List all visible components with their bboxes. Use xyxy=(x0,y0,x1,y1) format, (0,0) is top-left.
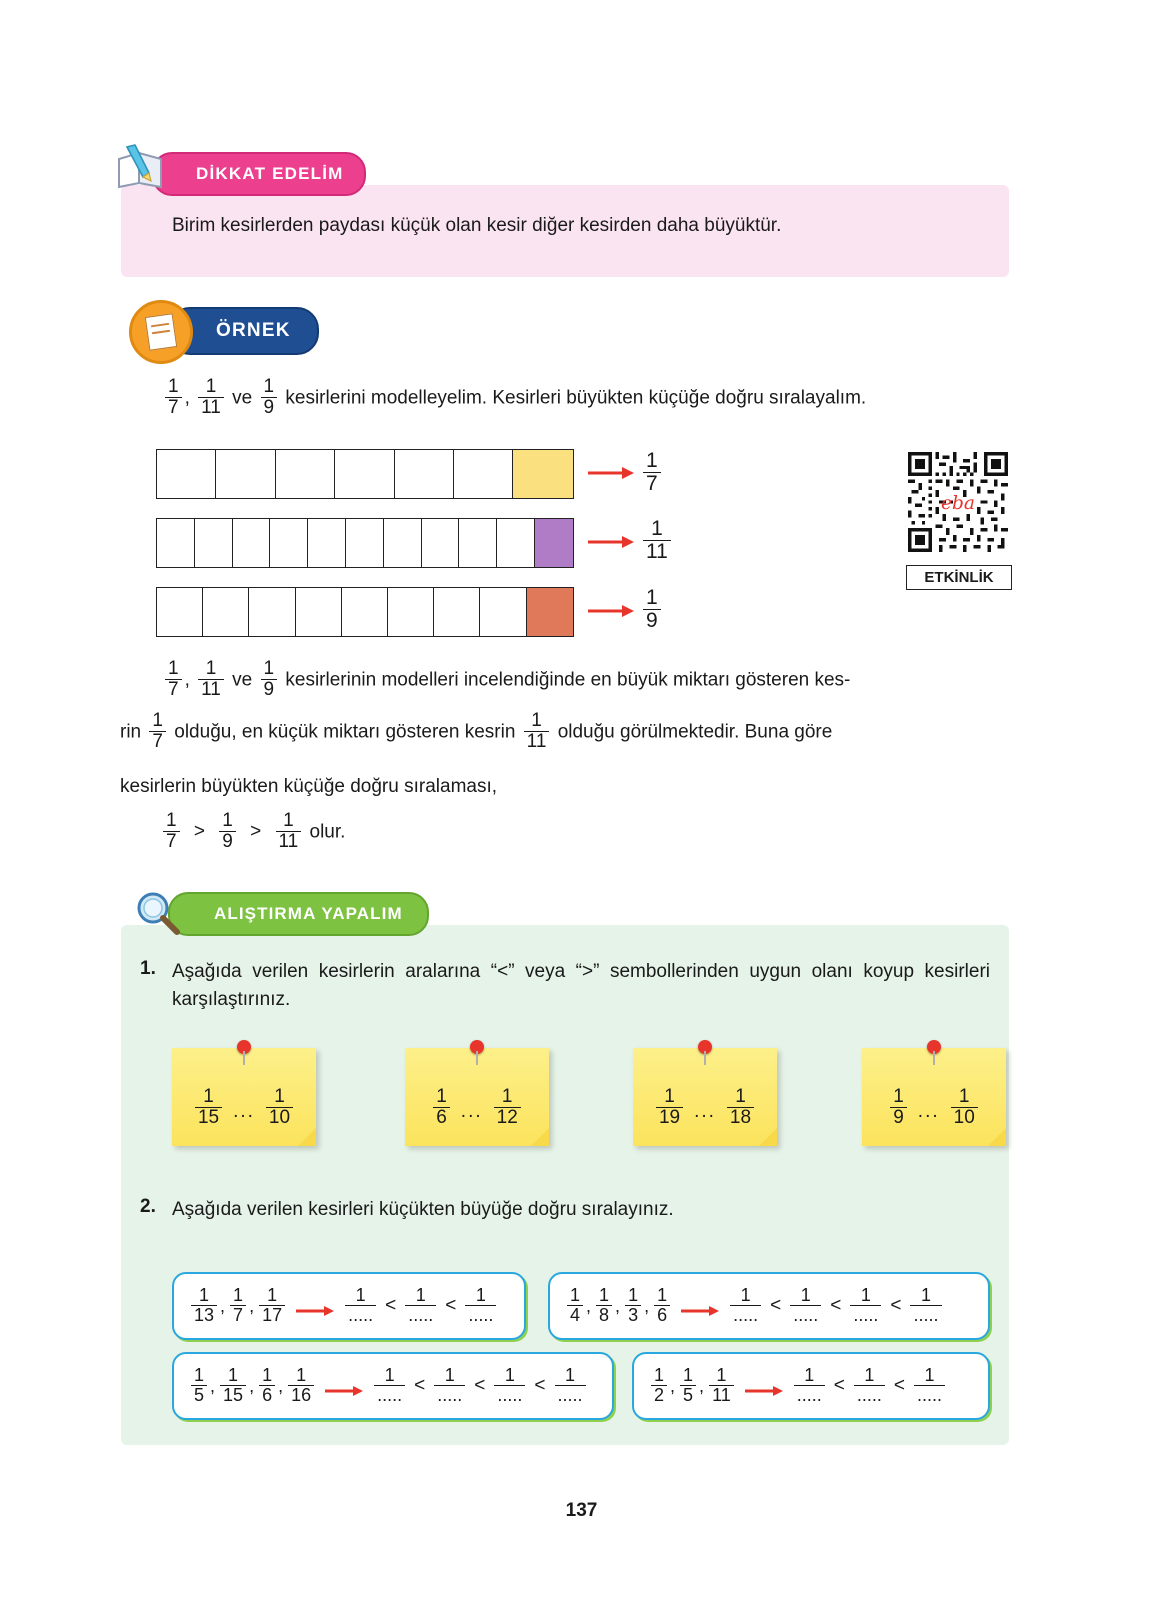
practice-tab-label: ALIŞTIRMA YAPALIM xyxy=(214,904,403,923)
question-1-text: Aşağıda verilen kesirlerin aralarına “<” veya “>” sembollerinden uygun olanı koyup kesirleri karşılaştırınız. xyxy=(172,961,990,1010)
given-fraction: $\frac{1}{16}$ xyxy=(288,1366,314,1405)
shaded-cell xyxy=(527,588,573,636)
conjunction-ve-2: ve xyxy=(232,669,253,691)
model-label-1-9: $\frac{1}{9}$ xyxy=(640,588,664,633)
note3-right-fraction: $\frac{1}{18}$ xyxy=(727,1087,754,1128)
fraction-1-11-c: $\frac{1}{11}$ xyxy=(524,711,550,752)
svg-text:eba: eba xyxy=(940,492,976,514)
note2-left-fraction: $\frac{1}{6}$ xyxy=(433,1087,450,1128)
given-fraction: $\frac{1}{13}$ xyxy=(191,1286,217,1325)
ordering-box-4[interactable]: $\frac{1}{2}$ , $\frac{1}{5}$ , $\frac{1}{11}$ $\frac{1}{.....}$ < $\frac{1}{.....}$ < $\frac{1}{.....}$ xyxy=(632,1352,990,1420)
answer-slot[interactable]: $\frac{1}{.....}$ xyxy=(465,1286,496,1325)
practice-tab xyxy=(168,892,429,936)
answer-slot[interactable]: $\frac{1}{.....}$ xyxy=(794,1366,825,1405)
question-2-number: 2. xyxy=(140,1196,156,1217)
example-icon xyxy=(129,300,193,364)
example-tab-label: ÖRNEK xyxy=(216,320,291,341)
operator-lt: < xyxy=(445,1295,457,1316)
example-intro xyxy=(162,378,1022,419)
note1-left-fraction: $\frac{1}{15}$ xyxy=(195,1087,222,1128)
note4-blank[interactable]: ... xyxy=(917,1101,940,1123)
example-intro-tail: kesirlerini modelleyelim. Kesirleri büyükten küçüğe doğru sıralayalım. xyxy=(285,387,867,409)
arrow-icon xyxy=(296,1301,334,1313)
result-fraction-2: $\frac{1}{9}$ xyxy=(219,811,236,852)
comma-1: , xyxy=(184,387,190,409)
ordering-box-3[interactable]: $\frac{1}{5}$ , $\frac{1}{15}$ , $\frac{1}{6}$ , $\frac{1}{16}$ $\frac{1}{.....}$ < $\frac{1}{.....}$ < $\frac{1}{.....}$ < $\frac{1}{.....}$ xyxy=(172,1352,614,1420)
model-label-1-7: $\frac{1}{7}$ xyxy=(640,451,664,496)
operator-lt: < xyxy=(385,1295,397,1316)
answer-slot[interactable]: $\frac{1}{.....}$ xyxy=(345,1286,376,1325)
note1-blank[interactable]: ... xyxy=(233,1101,255,1123)
operator-lt: < xyxy=(414,1375,426,1396)
ordering-result xyxy=(160,812,760,853)
explanation-pre: rin xyxy=(120,721,142,743)
given-fraction: $\frac{1}{6}$ xyxy=(259,1366,275,1405)
fraction-1-9: $\frac{1}{9}$ xyxy=(261,377,278,418)
answer-slot[interactable]: $\frac{1}{.....}$ xyxy=(850,1286,881,1325)
fraction-1-7: $\frac{1}{7}$ xyxy=(165,377,182,418)
given-fraction: $\frac{1}{6}$ xyxy=(654,1286,670,1325)
pin-icon xyxy=(927,1040,941,1054)
attention-tab xyxy=(152,152,366,196)
fraction-bar-ninths xyxy=(156,587,574,637)
explanation-text-1: kesirlerinin modelleri incelendiğinde en büyük miktarı gösteren kes- xyxy=(285,669,851,691)
note3-left-fraction: $\frac{1}{19}$ xyxy=(656,1087,683,1128)
given-fraction: $\frac{1}{2}$ xyxy=(651,1366,667,1405)
given-fraction: $\frac{1}{7}$ xyxy=(230,1286,246,1325)
answer-slot[interactable]: $\frac{1}{.....}$ xyxy=(910,1286,941,1325)
arrow-icon xyxy=(325,1381,363,1393)
given-fraction: $\frac{1}{15}$ xyxy=(220,1366,246,1405)
page-number: 137 xyxy=(565,1500,598,1521)
operator-lt: < xyxy=(830,1295,842,1316)
answer-slot[interactable]: $\frac{1}{.....}$ xyxy=(494,1366,525,1405)
given-fraction: $\frac{1}{5}$ xyxy=(191,1366,207,1405)
explanation-line-2 xyxy=(120,712,1010,753)
pin-icon xyxy=(698,1040,712,1054)
note4-right-fraction: $\frac{1}{10}$ xyxy=(951,1087,978,1128)
answer-slot[interactable]: $\frac{1}{.....}$ xyxy=(555,1366,586,1405)
fraction-1-7-c: $\frac{1}{7}$ xyxy=(149,711,166,752)
attention-text: Birim kesirlerden paydası küçük olan kesir diğer kesirden daha büyüktür. xyxy=(172,215,782,236)
sticky-note-3[interactable] xyxy=(633,1048,777,1146)
answer-slot[interactable]: $\frac{1}{.....}$ xyxy=(854,1366,885,1405)
fraction-1-11: $\frac{1}{11}$ xyxy=(198,377,224,418)
explanation-post: olduğu görülmektedir. Buna göre xyxy=(557,721,833,743)
question-1-number: 1. xyxy=(140,958,156,979)
operator-lt: < xyxy=(890,1295,902,1316)
operator-gt-2: > xyxy=(250,821,262,843)
result-fraction-1: $\frac{1}{7}$ xyxy=(163,811,180,852)
given-fraction: $\frac{1}{11}$ xyxy=(709,1366,734,1405)
attention-tab-label: DİKKAT EDELİM xyxy=(196,164,344,183)
note2-blank[interactable]: ... xyxy=(460,1101,483,1123)
qr-code[interactable] xyxy=(908,452,1008,552)
explanation-mid: olduğu, en küçük miktarı gösteren kesrin xyxy=(174,721,516,743)
question-2-text: Aşağıda verilen kesirleri küçükten büyüğe doğru sıralayınız. xyxy=(172,1199,674,1220)
ordering-box-1[interactable]: $\frac{1}{13}$ , $\frac{1}{7}$ , $\frac{1}{17}$ $\frac{1}{.....}$ < $\frac{1}{.....}$ < $\frac{1}{.....}$ xyxy=(172,1272,526,1340)
shaded-cell xyxy=(513,450,572,498)
answer-slot[interactable]: $\frac{1}{.....}$ xyxy=(434,1366,465,1405)
operator-lt: < xyxy=(770,1295,782,1316)
fraction-1-7-b: $\frac{1}{7}$ xyxy=(165,659,182,700)
operator-lt: < xyxy=(474,1375,486,1396)
arrow-icon-2 xyxy=(588,534,634,550)
magnifier-icon xyxy=(131,886,183,938)
fraction-1-11-b: $\frac{1}{11}$ xyxy=(198,659,224,700)
note3-blank[interactable]: ... xyxy=(694,1101,716,1123)
given-fraction: $\frac{1}{8}$ xyxy=(596,1286,612,1325)
answer-slot[interactable]: $\frac{1}{.....}$ xyxy=(790,1286,821,1325)
operator-lt: < xyxy=(833,1375,845,1396)
result-tail: olur. xyxy=(309,821,346,843)
answer-slot[interactable]: $\frac{1}{.....}$ xyxy=(730,1286,761,1325)
answer-slot[interactable]: $\frac{1}{.....}$ xyxy=(914,1366,945,1405)
explanation-line-1 xyxy=(162,660,1010,701)
fraction-bar-elevenths xyxy=(156,518,574,568)
shaded-cell xyxy=(535,519,573,567)
arrow-icon-3 xyxy=(588,603,634,619)
operator-lt: < xyxy=(534,1375,546,1396)
sticky-note-2[interactable] xyxy=(405,1048,549,1146)
comma-2: , xyxy=(184,669,190,691)
given-fraction: $\frac{1}{3}$ xyxy=(625,1286,641,1325)
explanation-line-3: kesirlerin büyükten küçüğe doğru sıralaması, xyxy=(120,776,498,797)
given-fraction: $\frac{1}{4}$ xyxy=(567,1286,583,1325)
operator-gt-1: > xyxy=(193,821,205,843)
fraction-1-9-b: $\frac{1}{9}$ xyxy=(261,659,278,700)
given-fraction: $\frac{1}{17}$ xyxy=(259,1286,285,1325)
fraction-bar-sevenths xyxy=(156,449,574,499)
book-pencil-icon xyxy=(113,143,171,193)
model-label-1-11: $\frac{1}{11}$ xyxy=(640,519,674,564)
note4-left-fraction: $\frac{1}{9}$ xyxy=(890,1087,907,1128)
note1-right-fraction: $\frac{1}{10}$ xyxy=(266,1087,293,1128)
answer-slot[interactable]: $\frac{1}{.....}$ xyxy=(405,1286,436,1325)
arrow-icon-1 xyxy=(588,465,634,481)
pin-icon xyxy=(470,1040,484,1054)
arrow-icon xyxy=(681,1301,719,1313)
answer-slot[interactable]: $\frac{1}{.....}$ xyxy=(374,1366,405,1405)
given-fraction: $\frac{1}{5}$ xyxy=(680,1366,696,1405)
pin-icon xyxy=(237,1040,251,1054)
result-fraction-3: $\frac{1}{11}$ xyxy=(276,811,302,852)
sticky-note-1[interactable] xyxy=(172,1048,316,1146)
ordering-box-2[interactable]: $\frac{1}{4}$ , $\frac{1}{8}$ , $\frac{1}{3}$ , $\frac{1}{6}$ $\frac{1}{.....}$ < $\frac{1}{.....}$ < $\frac{1}{.....}$ < $\frac{1}{.....}$ xyxy=(548,1272,990,1340)
note2-right-fraction: $\frac{1}{12}$ xyxy=(494,1087,521,1128)
etkinlik-caption: ETKİNLİK xyxy=(906,565,1012,590)
operator-lt: < xyxy=(893,1375,905,1396)
sticky-note-4[interactable] xyxy=(862,1048,1006,1146)
arrow-icon xyxy=(745,1381,783,1393)
conjunction-ve: ve xyxy=(232,387,253,409)
